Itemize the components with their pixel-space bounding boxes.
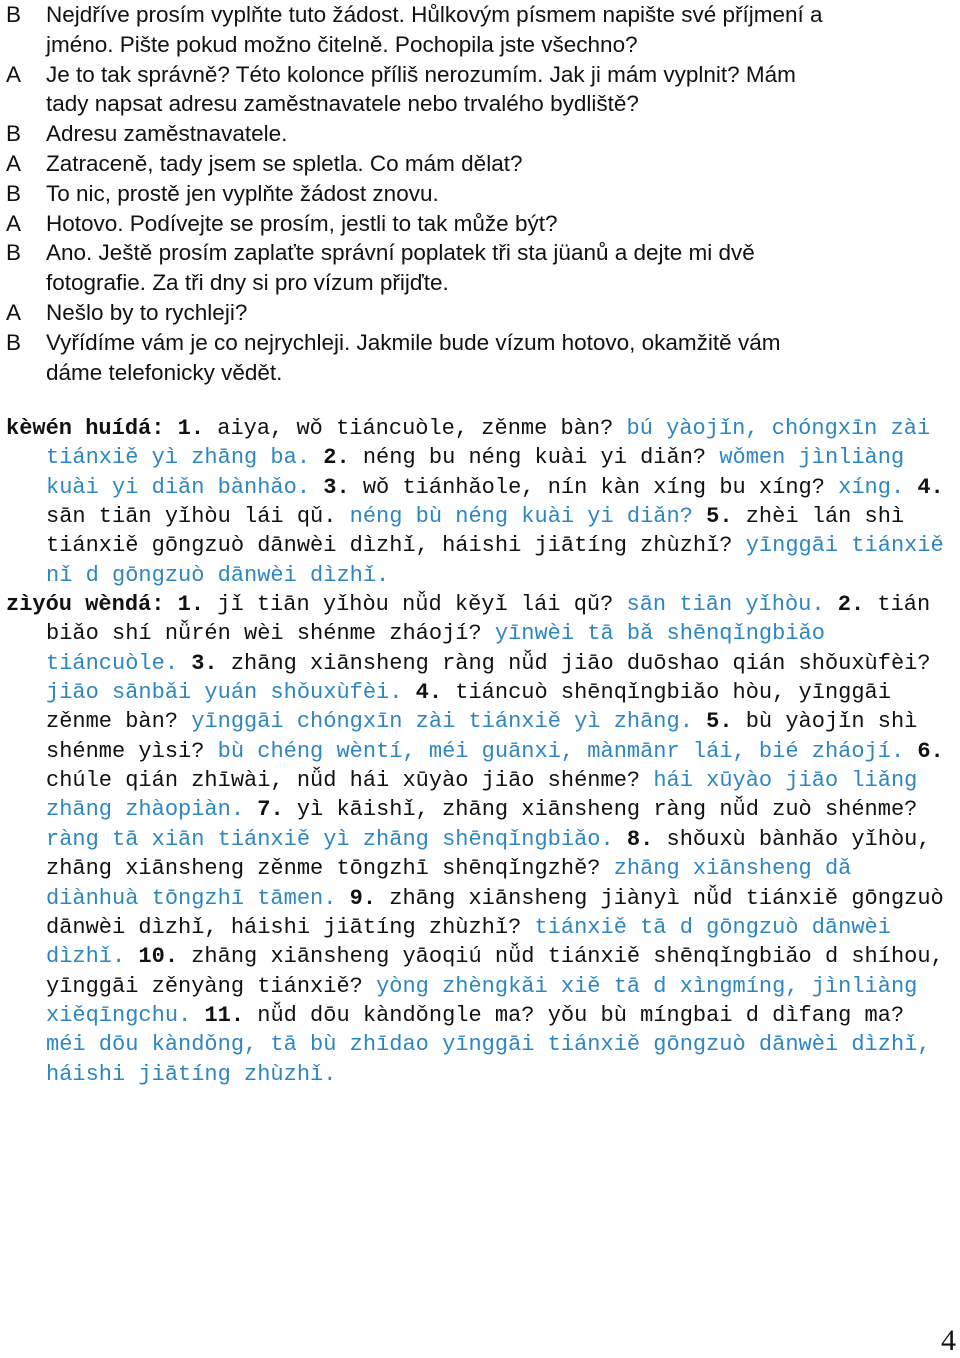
speaker-label: B xyxy=(6,2,22,27)
dialogue-text: Adresu zaměstnavatele. xyxy=(46,121,288,147)
dialogue-text: Vyřídíme vám je co nejrychleji. Jakmile bude vízum hotovo, okamžitě vám xyxy=(46,329,781,355)
question-text: sān tiān yǐhòu lái qǔ. xyxy=(46,504,337,530)
question-number: 2. xyxy=(323,445,350,471)
exercises-section xyxy=(6,414,957,1089)
dialogue-line xyxy=(6,209,956,239)
question-number: 1. xyxy=(177,416,205,441)
exercise-block xyxy=(6,590,957,1089)
dialogue-text: tady napsat adresu zaměstnavatele nebo trvalého bydliště? xyxy=(46,91,639,117)
speaker-label: A xyxy=(6,210,22,236)
speaker-label: B xyxy=(6,180,22,206)
dialogue-line xyxy=(6,89,956,119)
question-text: néng bu néng kuài yi diǎn? xyxy=(362,445,707,471)
answer-text: yīnwèi tā bǎ shēnqǐngbiǎo tiáncuòle. xyxy=(46,621,839,676)
answer-text: néng bù néng kuài yi diǎn? xyxy=(349,504,693,530)
dialogue-text: dáme telefonicky vědět. xyxy=(46,359,283,385)
answer-text: wǒmen jìnliàng kuài yi diǎn bànhǎo. xyxy=(46,445,918,500)
dialogue-text: fotografie. Za tři dny si pro vízum přijďte. xyxy=(46,270,449,296)
answer-text: tiánxiě tā d gōngzuò dānwèi dìzhǐ. xyxy=(46,914,905,970)
question-number: 3. xyxy=(323,474,350,500)
answer-text: sān tiān yǐhòu. xyxy=(626,592,825,618)
speaker-label: A xyxy=(6,61,22,87)
answer-text: bú yàojǐn, chóngxīn zài tiánxiě yì zhāng ba. xyxy=(46,416,944,471)
exercise-label: zìyóu wèndá: xyxy=(6,592,165,618)
answer-text: jiāo sānbǎi yuán shǒuxùfèi. xyxy=(46,680,403,706)
question-text: chúle qián zhīwài, nǚd hái xūyào jiāo shénme? xyxy=(46,768,641,794)
question-text: bù yàojǐn shì shénme yìsi? xyxy=(46,709,931,764)
question-number: 8. xyxy=(626,826,654,852)
question-text: shǒuxù bànhǎo yǐhòu, zhāng xiānsheng zěnme tōngzhī shēnqǐngzhě? xyxy=(46,826,944,882)
question-text: tiáncuò shēnqǐngbiǎo hòu, yīnggāi zěnme bàn? xyxy=(46,680,905,735)
dialogue-line xyxy=(6,0,956,30)
question-text: wǒ tiánhǎole, nín kàn xíng bu xíng? xyxy=(362,474,825,500)
speaker-label: A xyxy=(6,299,22,325)
speaker-label xyxy=(6,30,46,60)
answer-text: ràng tā xiān tiánxiě yì zhāng shēnqǐngbiǎo. xyxy=(46,826,614,852)
dialogue-line xyxy=(6,298,956,328)
dialogue-text: Nešlo by to rychleji? xyxy=(46,299,248,325)
question-text: jǐ tiān yǐhòu nǚd kěyǐ lái qǔ? xyxy=(217,592,614,618)
speaker-label xyxy=(6,358,46,388)
question-text: zhāng xiānsheng yāoqiú nǚd tiánxiě shēnqǐngbiǎo d shíhou, yīnggāi zěnyàng tiánxiě? xyxy=(46,944,957,999)
speaker-label: B xyxy=(6,121,22,147)
question-text: yì kāishǐ, zhāng xiānsheng ràng nǚd zuò shénme? xyxy=(296,797,918,823)
dialogue-line xyxy=(6,30,956,60)
dialogue-text: Hotovo. Podívejte se prosím, jestli to tak může být? xyxy=(46,210,558,236)
question-number: 3. xyxy=(191,650,218,676)
question-number: 2. xyxy=(837,592,865,618)
dialogue-line xyxy=(6,119,956,149)
question-text: zhāng xiānsheng ràng nǚd jiāo duōshao qián shǒuxùfèi? xyxy=(230,650,931,676)
dialogue-line xyxy=(6,328,956,358)
question-number: 5. xyxy=(706,504,733,530)
speaker-label: B xyxy=(6,240,22,266)
dialogue-text: Nejdříve prosím vyplňte tuto žádost. Hůlkovým písmem napište své příjmení a xyxy=(46,2,823,27)
answer-text: yòng zhèngkǎi xiě tā d xìngmíng, jìnliàng xiěqīngchu. xyxy=(46,973,931,1028)
dialogue-line xyxy=(6,179,956,209)
speaker-label xyxy=(6,89,46,119)
answer-text: bù chéng wèntí, méi guānxi, mànmānr lái, bié zháojí. xyxy=(217,738,905,764)
dialogue-line xyxy=(6,238,956,268)
question-number: 11. xyxy=(204,1002,245,1028)
question-text: zhāng xiānsheng jiànyì nǚd tiánxiě gōngzuò dānwèi dìzhǐ, háishi jiātíng zhùzhǐ? xyxy=(46,885,957,940)
page-number: 4 xyxy=(941,1324,956,1357)
dialogue-line xyxy=(6,358,956,388)
question-number: 5. xyxy=(706,709,733,735)
dialogue-line xyxy=(6,60,956,90)
dialogue-text: jméno. Pište pokud možno čitelně. Pochopila jste všechno? xyxy=(46,31,638,57)
answer-text: hái xūyào jiāo liǎng zhāng zhàopiàn. xyxy=(46,768,931,823)
question-text: tián biǎo shí nǚrén wèi shénme zháojí? xyxy=(46,592,944,647)
exercise-block xyxy=(6,414,957,590)
dialogue-line xyxy=(6,268,956,298)
question-number: 7. xyxy=(257,797,284,823)
dialogue-section xyxy=(6,0,956,387)
speaker-label: A xyxy=(6,150,22,176)
dialogue-text: Ano. Ještě prosím zaplaťte správní poplatek tři sta jüanů a dejte mi dvě xyxy=(46,240,755,266)
question-number: 9. xyxy=(349,885,377,911)
question-number: 10. xyxy=(138,944,179,970)
answer-text: yīnggāi tiánxiě nǐ d gōngzuò dānwèi dìzhǐ. xyxy=(46,533,957,588)
speaker-label: B xyxy=(6,329,22,355)
question-text: aiya, wǒ tiáncuòle, zěnme bàn? xyxy=(217,416,614,441)
dialogue-text: Zatraceně, tady jsem se spletla. Co mám dělat? xyxy=(46,150,523,176)
dialogue-text: To nic, prostě jen vyplňte žádost znovu. xyxy=(46,180,439,206)
question-text: nǚd dōu kàndǒngle ma? yǒu bù míngbai d dìfang ma? xyxy=(257,1002,905,1028)
speaker-label xyxy=(6,268,46,298)
exercise-label: kèwén huídá: xyxy=(6,416,165,441)
answer-text: méi dōu kàndǒng, tā bù zhīdao yīnggāi tiánxiě gōngzuò dānwèi dìzhǐ, háishi jiātíng zhùzhǐ. xyxy=(46,1032,944,1087)
answer-text: xíng. xyxy=(838,474,905,500)
question-text: zhèi lán shì tiánxiě gōngzuò dānwèi dìzhǐ, háishi jiātíng zhùzhǐ? xyxy=(46,504,918,559)
question-number: 1. xyxy=(177,592,205,618)
dialogue-line xyxy=(6,149,956,179)
question-number: 6. xyxy=(917,738,944,764)
dialogue-text: Je to tak správně? Této kolonce příliš nerozumím. Jak ji mám vyplnit? Mám xyxy=(46,61,796,87)
question-number: 4. xyxy=(415,680,443,706)
answer-text: yīnggāi chóngxīn zài tiánxiě yì zhāng. xyxy=(191,709,693,735)
question-number: 4. xyxy=(917,474,944,500)
answer-text: zhāng xiānsheng dǎ diànhuà tōngzhī tāmen. xyxy=(46,856,865,911)
